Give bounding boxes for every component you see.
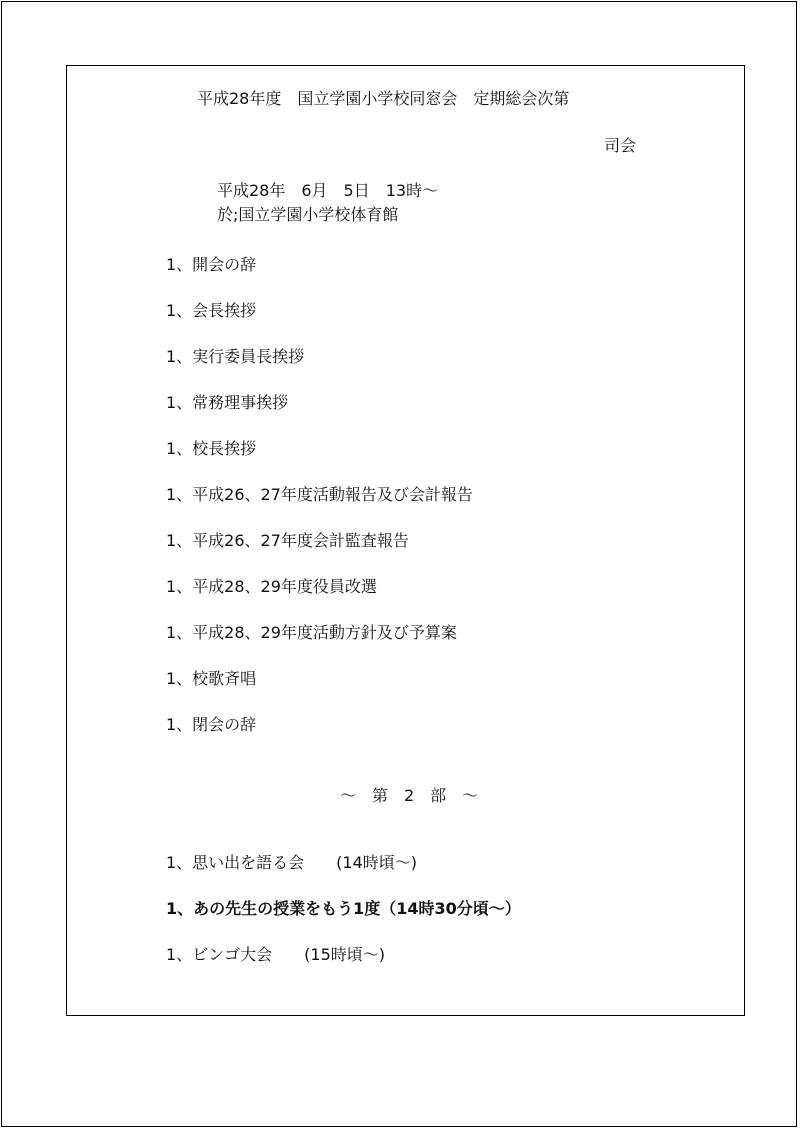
agenda-item: 1、校長挨拶 [166, 439, 257, 458]
document-title: 平成28年度 国立学園小学校同窓会 定期総会次第 [197, 89, 570, 108]
part2-item: 1、思い出を語る会 (14時頃～) [166, 853, 418, 872]
agenda-item: 1、開会の辞 [166, 255, 257, 274]
agenda-item: 1、平成28、29年度活動方針及び予算案 [166, 623, 457, 642]
agenda-item: 1、平成26、27年度活動報告及び会計報告 [166, 485, 473, 504]
event-datetime: 平成28年 6月 5日 13時～ [217, 181, 439, 200]
event-venue: 於;国立学園小学校体育館 [217, 205, 399, 224]
agenda-item: 1、校歌斉唱 [166, 669, 257, 688]
agenda-item: 1、会長挨拶 [166, 301, 257, 320]
agenda-item: 1、実行委員長挨拶 [166, 347, 305, 366]
agenda-item: 1、常務理事挨拶 [166, 393, 289, 412]
part2-item: 1、あの先生の授業をもう1度（14時30分頃～） [166, 899, 521, 918]
agenda-item: 1、平成26、27年度会計監査報告 [166, 531, 409, 550]
part2-heading: ～ 第 2 部 ～ [340, 786, 479, 805]
part2-item: 1、ビンゴ大会 (15時頃～) [166, 945, 386, 964]
agenda-item: 1、閉会の辞 [166, 715, 257, 734]
agenda-item: 1、平成28、29年度役員改選 [166, 577, 377, 596]
mc-label: 司会 [604, 136, 637, 155]
